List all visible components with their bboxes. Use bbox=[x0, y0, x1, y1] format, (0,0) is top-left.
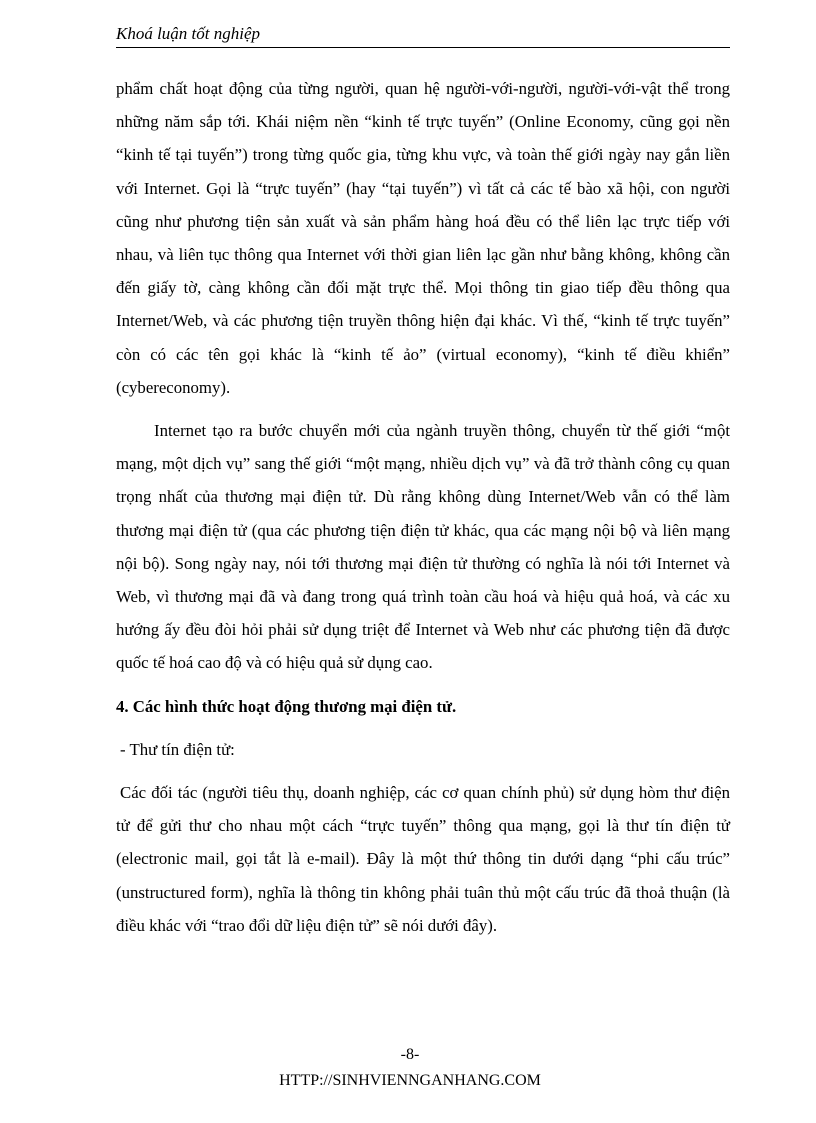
paragraph-internet: Internet tạo ra bước chuyển mới của ngành truyền thông, chuyển từ thế giới “một mạng, một dịch vụ” sang thế giới “một mạng, nhiều dịch vụ” và đã trở thành công cụ quan trọng nhất của thương mại điện tử. Dù rằng không dùng Internet/Web vẫn có thể làm thương mại điện tử (qua các phương tiện điện tử khác, qua các mạng nội bộ và liên mạng nội bộ). Song ngày nay, nói tới thương mại điện tử thường có nghĩa là nói tới Internet và Web, vì thương mại đã và đang trong quá trình toàn cầu hoá và hiệu quả hoá, và các xu hướng ấy đều đòi hỏi phải sử dụng triệt để Internet và Web như các phương tiện đã được quốc tế hoá cao độ và có hiệu quả sử dụng cao. bbox=[116, 421, 730, 673]
page-number: -8- bbox=[400, 1046, 420, 1063]
running-header: Khoá luận tốt nghiệp bbox=[116, 22, 730, 48]
paragraph-email: Các đối tác (người tiêu thụ, doanh nghiệp, các cơ quan chính phủ) sử dụng hòm thư điện tử để gửi thư cho nhau một cách “trực tuyến” thông qua mạng, gọi là thư tín điện tử (electronic mail, gọi tắt là e-mail). Đây là một thứ thông tin dưới dạng “phi cấu trúc” (unstructured form), nghĩa là thông tin không phải tuân thủ một cấu trúc đã thoả thuận (là điều khác với “trao đổi dữ liệu điện tử” sẽ nói dưới đây). bbox=[116, 783, 730, 935]
footer-website: HTTP://SINHVIENNGANHANG.COM bbox=[279, 1072, 541, 1089]
section-heading: 4. Các hình thức hoạt động thương mại điện tử. bbox=[116, 696, 457, 716]
document-body bbox=[116, 72, 730, 942]
list-item-email: - Thư tín điện tử: bbox=[120, 739, 235, 759]
paragraph-online-economy: phẩm chất hoạt động của từng người, quan hệ người-với-người, người-với-vật thể trong những năm sắp tới. Khái niệm nền “kinh tế trực tuyến” (Online Economy, cũng gọi nền “kinh tế tại tuyến”) trong từng quốc gia, từng khu vực, và toàn thế giới ngày nay gắn liền với Internet. Gọi là “trực tuyến” (hay “tại tuyến”) vì tất cả các tế bào xã hội, con người cũng như phương tiện sản xuất và sản phẩm hàng hoá đều có thể liên lạc trực tiếp với nhau, và liên tục thông qua Internet với thời gian liên lạc gần như bằng không, không cần đến giấy tờ, càng không cần đối mặt trực thể. Mọi thông tin giao tiếp đều thông qua Internet/Web, và các phương tiện truyền thông hiện đại khác. Vì thế, “kinh tế trực tuyến” còn có các tên gọi khác là “kinh tế ảo” (virtual economy), “kinh tế điều khiển” (cybereconomy). bbox=[116, 79, 730, 397]
